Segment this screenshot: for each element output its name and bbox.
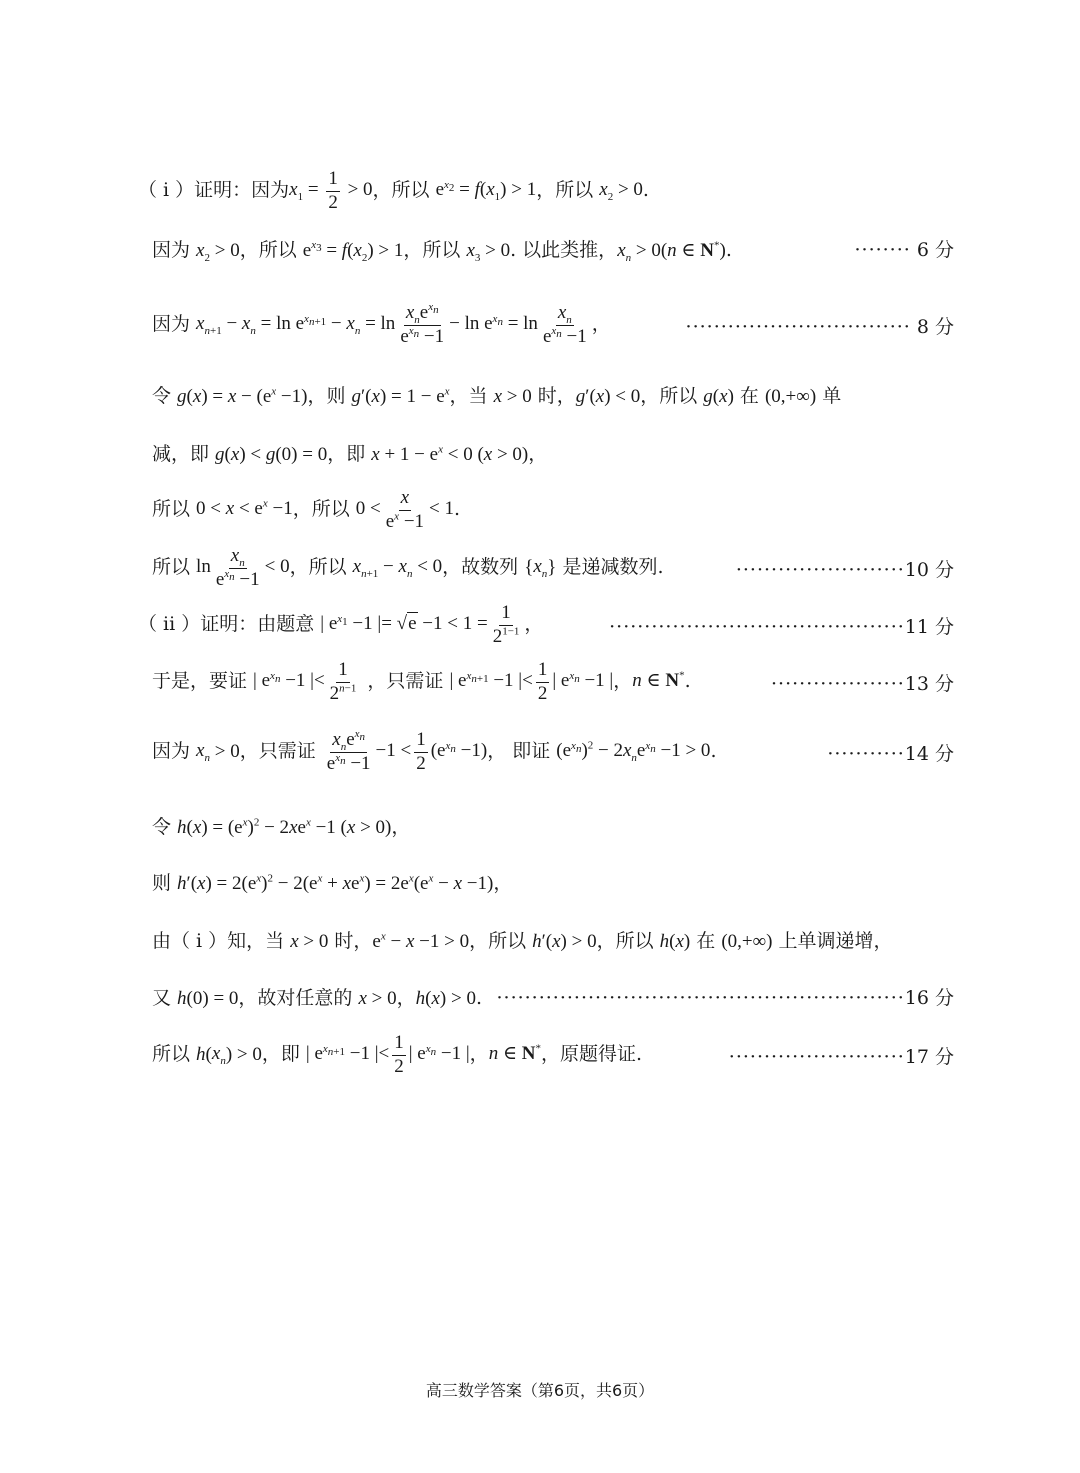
score-6: 6 分 bbox=[916, 238, 954, 261]
proof-line-1: （ i ）证明：因为$x_1$ = $\frac{1}{2}$ > 0，所以 $e^{x_2} = f(x_1) > 1$，所以 $x_2 > 0$. bbox=[138, 167, 649, 213]
part-i-label: （ i ）证明：因为 bbox=[138, 178, 290, 201]
score-17: 17 分 bbox=[904, 1045, 954, 1068]
proof-line-8: （ ii ）证明：由题意 | $e^{x_1} -1$ |= √e −1 < 1 = $\frac{1}{2^{1-1}}$ ， ··········································11 分 bbox=[138, 601, 954, 647]
score-8: 8 分 bbox=[916, 315, 954, 338]
proof-line-9: 于是，要证 | $e^{x_n} -1$ |< $\frac{1}{2^{n-1}}$ ，只需证 | $e^{x_{n+1}} -1$ |< $\frac{1}{2}$ | $e^{x_n} -1$ |，n ∈ N*. ···················13 分 bbox=[152, 658, 954, 704]
page-footer: 高三数学答案（第6页，共6页） bbox=[425, 1381, 655, 1400]
proof-line-11: 令 $h(x) = (e^x)^2 - 2xe^x -1$ (x > 0)， bbox=[152, 815, 411, 838]
proof-line-2: 因为 $x_2 > 0$，所以 $e^{x_3} = f(x_2) > 1$，所以 $x_3 > 0$. 以此类推，$x_n > 0(n$ ∈ N*). ········ 6 分 bbox=[152, 238, 954, 264]
proof-line-7: 所以 ln $\frac{x_n}{e^{x_n} -1}$ < 0，所以 $x_{n+1} - x_n < 0$，故数列 $\{x_n\}$ 是递减数列. ························10 分 bbox=[152, 544, 954, 590]
proof-line-15: 所以 $h(x_n) > 0$，即 | $e^{x_{n+1}} -1$ |< $\frac{1}{2}$ | $e^{x_n} -1$ |，n ∈ N*，原题得证. ·························17 分 bbox=[152, 1031, 954, 1077]
proof-line-5: 减，即 g(x) < g(0) = 0，即 $x + 1 - e^x < 0$ (x > 0)， bbox=[152, 442, 548, 465]
proof-line-13: 由（ i ）知，当 x > 0 时，$e^x - x -1 > 0$，所以 h′(x) > 0，所以 h(x) 在 (0,+∞) 上单调递增， bbox=[152, 929, 893, 952]
proof-line-3: 因为 $x_{n+1} - x_n = \ln e^{x_{n+1}} - x_n = \ln$ $\frac{x_ne^{x_n}}{e^{x_n} -1}$ − $\ln e^{x_n} = \ln$ $\frac{x_n}{e^{x_n} -1}$ ， ································ 8 分 bbox=[152, 301, 954, 347]
proof-line-4: 令 $g(x) = x - (e^x -1)$，则 $g'(x) = 1 - e^x$，当 x > 0 时，g′(x) < 0，所以 g(x) 在 (0,+∞) 单 bbox=[152, 384, 842, 407]
proof-line-12: 则 $h'(x) = 2(e^x)^2 - 2(e^x + xe^x) = 2e^x(e^x - x -1)$， bbox=[152, 871, 513, 894]
score-16: 16 分 bbox=[904, 986, 954, 1009]
proof-line-6: 所以 $0 < x < e^x -1$，所以 0 < $\frac{x}{e^x -1}$ < 1. bbox=[152, 486, 461, 532]
score-14: 14 分 bbox=[904, 742, 954, 765]
score-10: 10 分 bbox=[904, 558, 954, 581]
proof-line-10: 因为 $x_n > 0$，只需证 $\frac{x_ne^{x_n}}{e^{x_n} -1}$ −1 < $\frac{1}{2}$ $(e^{x_n} -1)$， 即证 $(e^{x_n})^2 - 2x_ne^{x_n} -1 > 0$. ···········14 分 bbox=[152, 728, 954, 774]
proof-line-14: 又 h(0) = 0，故对任意的 x > 0，h(x) > 0. ··························································16 分 bbox=[152, 986, 954, 1009]
score-11: 11 分 bbox=[904, 615, 954, 638]
score-13: 13 分 bbox=[904, 672, 954, 695]
